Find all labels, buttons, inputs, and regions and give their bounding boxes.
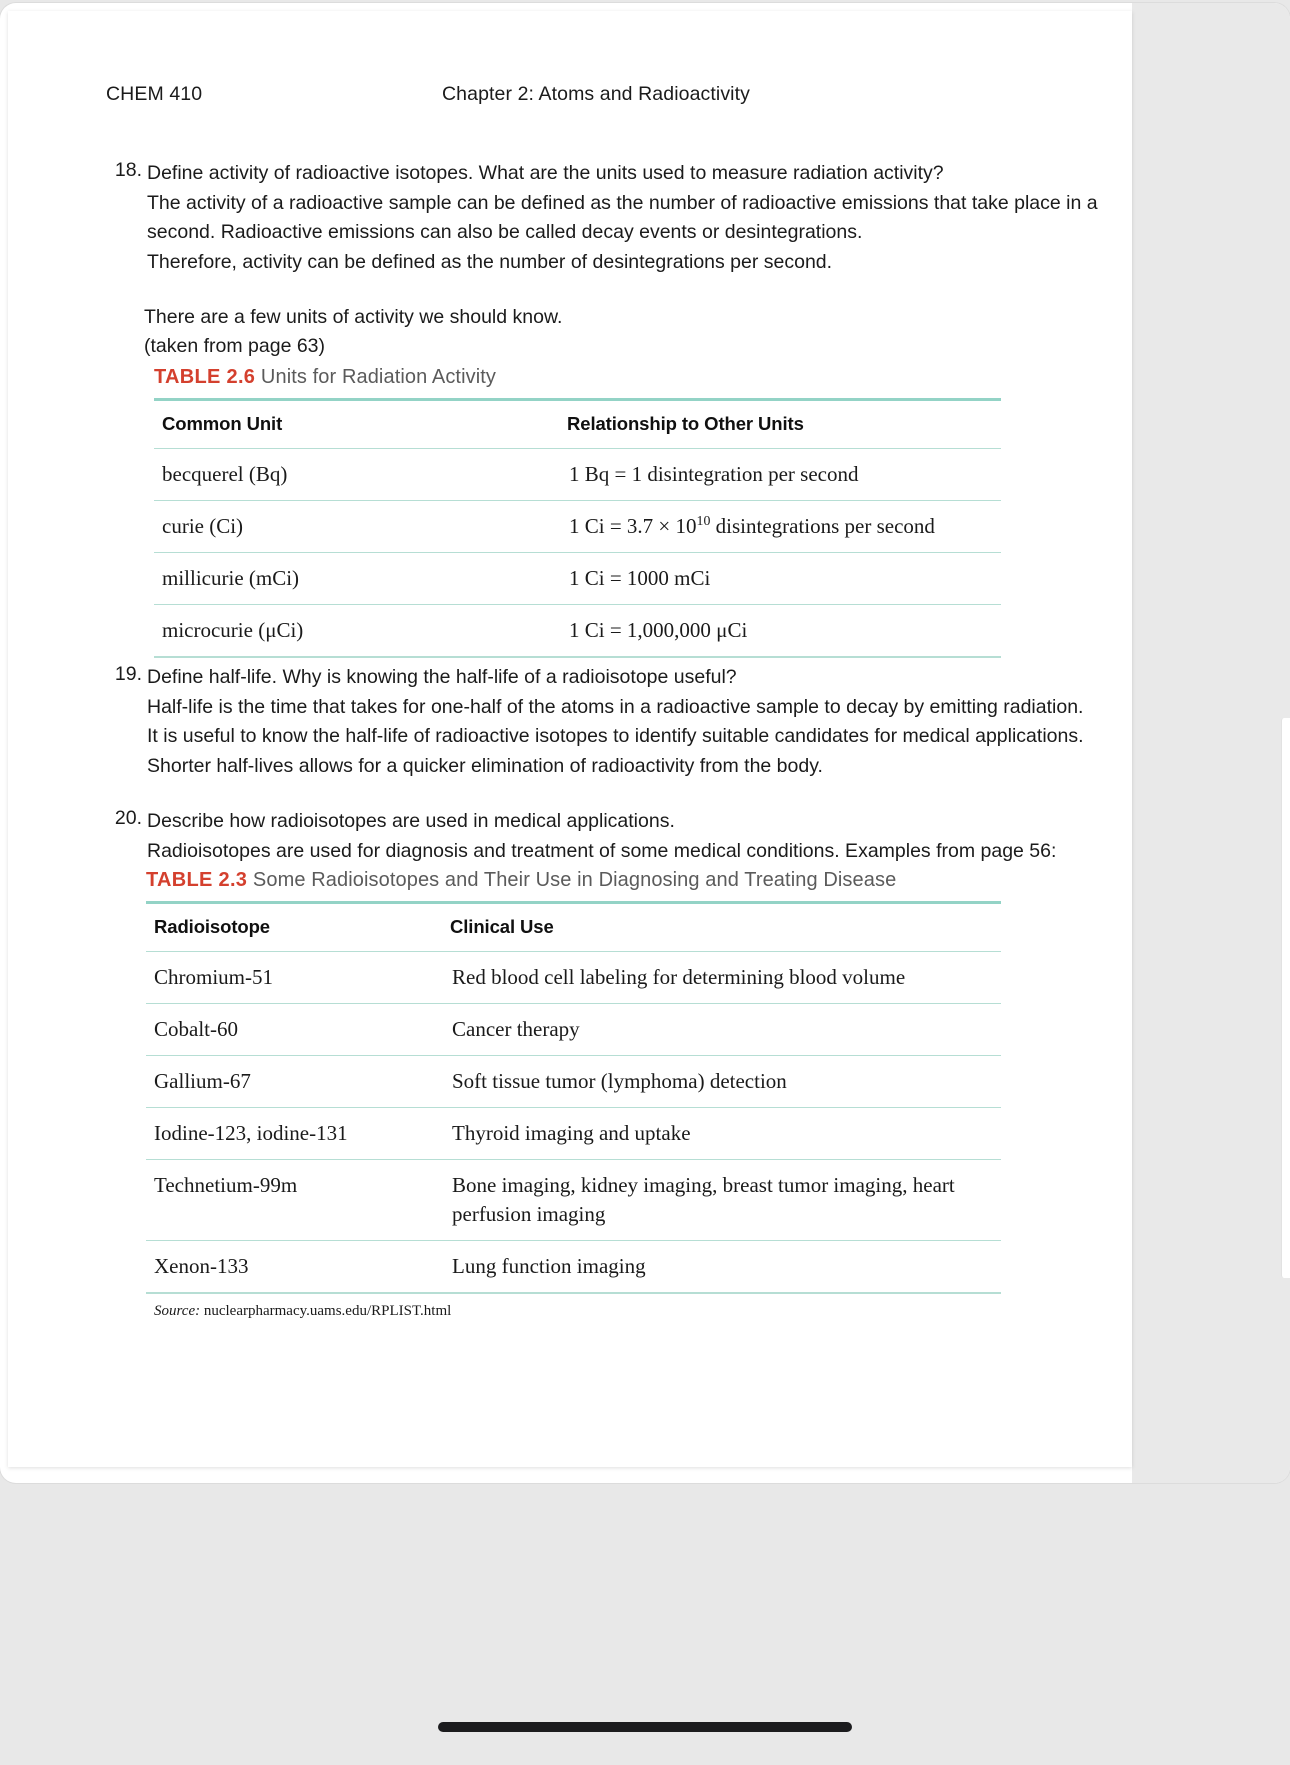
question-19-answer-line-1: Half-life is the time that takes for one-half of the atoms in a radioactive sample to decay by emitting radiation. — [147, 695, 1084, 718]
next-page-edge — [1281, 718, 1290, 1278]
table-2-3-caption — [146, 869, 1001, 892]
page-gutter — [1132, 3, 1290, 1483]
table-row — [146, 952, 1001, 1004]
table-2-6-relationship-exponent-1: 10 — [696, 513, 711, 528]
question-19-number: 19. — [114, 663, 142, 685]
table-2-6-cell-relationship-0 — [559, 449, 1001, 501]
table-2-3 — [146, 869, 1001, 1320]
table-2-3-cell-isotope-4: Technetium-99m — [146, 1160, 442, 1241]
page-header-course: CHEM 410 — [106, 83, 203, 105]
table-row — [154, 449, 1001, 501]
table-2-6-relationship-prefix-1: 1 Ci = 3.7 × 10 — [569, 514, 697, 538]
page-content — [8, 11, 1132, 1467]
table-2-3-cell-use-2: Soft tissue tumor (lymphoma) detection — [442, 1056, 1001, 1108]
table-row — [146, 1004, 1001, 1056]
table-2-3-source-label: Source: — [154, 1302, 201, 1319]
table-row — [146, 1241, 1001, 1293]
table-row — [154, 553, 1001, 605]
table-2-6-relationship-prefix-2: 1 Ci = 1000 mCi — [569, 566, 711, 590]
table-row — [154, 605, 1001, 657]
table-2-3-cell-use-3: Thyroid imaging and uptake — [442, 1108, 1001, 1160]
table-2-6-relationship-suffix-1: disintegrations per second — [710, 514, 935, 538]
question-19-answer-line-2: It is useful to know the half-life of radioactive isotopes to identify suitable candidates for medical applications. — [147, 725, 1084, 747]
table-2-6-cell-unit-3: microcurie (μCi) — [162, 618, 304, 642]
table-2-6-cell-unit-2: millicurie (mCi) — [154, 553, 559, 605]
question-18-answer-line-1: The activity of a radioactive sample can be defined as the number of radioactive emissions that take place in a — [147, 191, 1098, 214]
table-2-6-cell-unit-0: becquerel (Bq) — [154, 449, 559, 501]
table-2-3-source — [146, 1294, 1001, 1320]
document-viewer-frame — [0, 3, 1290, 1483]
table-2-3-cell-isotope-1: Cobalt-60 — [146, 1004, 442, 1056]
table-2-3-col-radioisotope: Radioisotope — [146, 904, 442, 952]
table-2-3-header-row — [146, 904, 1001, 952]
table-2-3-cell-use-1: Cancer therapy — [442, 1004, 1001, 1056]
table-2-3-cell-isotope-2: Gallium-67 — [146, 1056, 442, 1108]
table-2-6-cell-relationship-3 — [559, 605, 1001, 657]
question-20-number: 20. — [114, 807, 142, 829]
table-2-3-cell-use-0: Red blood cell labeling for determining blood volume — [442, 952, 1001, 1004]
table-2-6-number: TABLE 2.6 — [154, 366, 256, 388]
table-2-6-bottom-rule — [154, 656, 1001, 658]
table-2-3-cell-isotope-0: Chromium-51 — [146, 952, 442, 1004]
table-2-6-relationship-prefix-3: 1 Ci = 1,000,000 μCi — [569, 618, 748, 642]
question-20-answer-line-1: Radioisotopes are used for diagnosis and treatment of some medical conditions. Examples from page 56: — [147, 839, 1057, 862]
table-2-3-cell-isotope-5: Xenon-133 — [154, 1254, 249, 1278]
question-20-prompt: Describe how radioisotopes are used in medical applications. — [147, 810, 675, 832]
table-2-6-col-common-unit: Common Unit — [154, 401, 559, 449]
table-2-6-title: Units for Radiation Activity — [260, 366, 497, 388]
table-2-3-source-value: nuclearpharmacy.uams.edu/RPLIST.html — [203, 1302, 452, 1319]
table-2-3-col-clinical-use: Clinical Use — [442, 904, 1001, 952]
question-18-number: 18. — [114, 159, 142, 181]
table-2-3-cell-isotope-3: Iodine-123, iodine-131 — [146, 1108, 442, 1160]
table-2-3-number: TABLE 2.3 — [146, 869, 248, 891]
table-2-6-col-relationship: Relationship to Other Units — [559, 401, 1001, 449]
question-20-body — [147, 807, 1107, 866]
table-row — [146, 1056, 1001, 1108]
table-row — [146, 1108, 1001, 1160]
table-row — [154, 501, 1001, 553]
table-2-6-cell-unit-1: curie (Ci) — [154, 501, 559, 553]
question-18-answer-line-3: Therefore, activity can be defined as the number of desintegrations per second. — [147, 250, 833, 273]
table-2-6 — [154, 366, 1001, 658]
question-18-prompt: Define activity of radioactive isotopes. What are the units used to measure radiation activity? — [147, 162, 944, 184]
table-2-6-cell-relationship-1 — [559, 501, 1001, 553]
question-18-note-1: There are a few units of activity we should know. — [144, 306, 563, 328]
table-2-6-grid — [154, 401, 1001, 656]
table-2-3-title: Some Radioisotopes and Their Use in Diagnosing and Treating Disease — [252, 869, 897, 891]
question-18-note-2: (taken from page 63) — [144, 335, 326, 357]
table-2-6-relationship-prefix-0: 1 Bq = 1 disintegration per second — [569, 462, 859, 486]
table-2-6-header-row — [154, 401, 1001, 449]
home-indicator[interactable] — [438, 1722, 852, 1732]
question-19-prompt: Define half-life. Why is knowing the half-life of a radioisotope useful? — [147, 666, 737, 688]
table-2-6-caption — [154, 366, 1001, 389]
table-2-3-grid — [146, 904, 1001, 1292]
table-2-3-cell-use-5: Lung function imaging — [452, 1254, 646, 1278]
question-19-body — [147, 663, 1107, 781]
question-19-answer-line-3: Shorter half-lives allows for a quicker elimination of radioactivity from the body. — [147, 754, 823, 777]
document-page[interactable] — [8, 11, 1132, 1467]
question-18-body — [147, 159, 1107, 277]
question-18-answer-line-2: second. Radioactive emissions can also be called decay events or desintegrations. — [147, 221, 863, 243]
table-row — [146, 1160, 1001, 1241]
table-2-3-cell-use-4: Bone imaging, kidney imaging, breast tumor imaging, heart perfusion imaging — [442, 1160, 1001, 1241]
table-2-6-cell-relationship-2 — [559, 553, 1001, 605]
page-header-chapter: Chapter 2: Atoms and Radioactivity — [442, 83, 750, 105]
